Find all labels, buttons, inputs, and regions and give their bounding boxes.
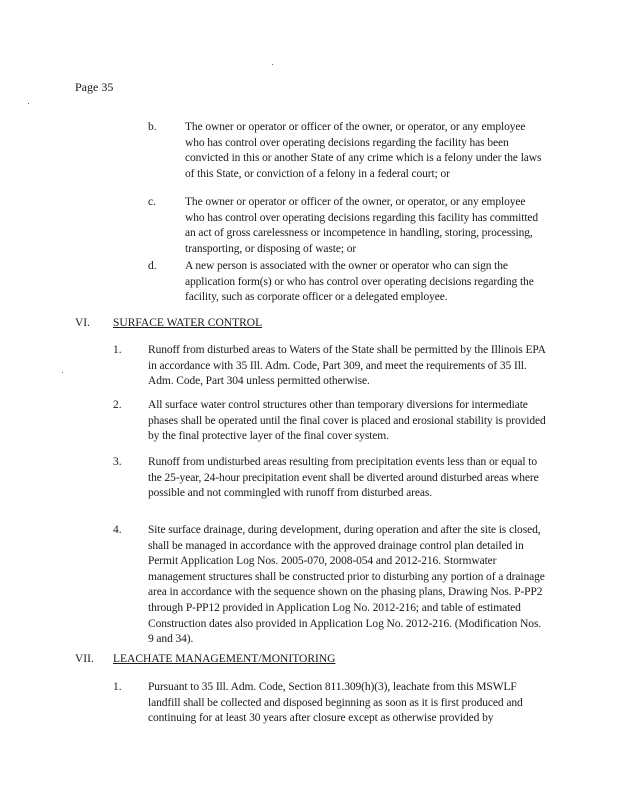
- vi-item-2-label: 2.: [113, 399, 122, 411]
- section-vi-title: SURFACE WATER CONTROL: [113, 317, 263, 329]
- scan-speck: [62, 372, 63, 373]
- vi-item-4-text: Site surface drainage, during development, during operation and after the site is closed, shall be managed in accordance with the approved drainage control plan detailed in Permit Application Log Nos. 2005-070, 2008-054 and 2012-216. Stormwater management structures shall be constructed prior to disturbing any portion of a drainage area in accordance with the sequence shown on the phasing plans, Drawing Nos. P-PP2 through P-PP12 provided in Application Log No. 2012-216; and table of estimated Construction dates also provided in Application Log No. 2012-216. (Modification Nos. 9 and 34).: [148, 524, 545, 646]
- subitem-label-d: d.: [148, 260, 157, 272]
- section-vi-heading: [75, 316, 375, 332]
- subitem-b-text: The owner or operator or officer of the owner, or operator, or any employee who has control over operating decisions regarding the facility has been convicted in this or another State of any crime which is a felony under the laws of this State, or conviction of a felony in a federal court; or: [185, 121, 542, 180]
- section-vii-heading: [75, 652, 395, 668]
- vi-item-1-text: Runoff from disturbed areas to Waters of the State shall be permitted by the Illinois EPA in accordance with 35 Ill. Adm. Code, Part 309, and meet the requirements of 35 Ill. Adm. Code, Part 304 unless permitted otherwise.: [148, 344, 546, 388]
- section-vii-number: VII.: [75, 653, 94, 665]
- subitem-d-text: A new person is associated with the owner or operator who can sign the application form(s) or who has control over operating decisions regarding the facility, such as corporate officer or a delegated employee.: [185, 260, 534, 304]
- page-number: Page 35: [75, 80, 114, 94]
- vi-item-4-label: 4.: [113, 524, 122, 536]
- vi-item-3-label: 3.: [113, 456, 122, 468]
- subitem-label-c: c.: [148, 196, 156, 208]
- vi-item-2-text: All surface water control structures other than temporary diversions for intermediate phases shall be operated until the final cover is placed and erosional stability is provided by the final protective layer of the final cover system.: [148, 399, 546, 443]
- scan-speck: [272, 64, 273, 65]
- scan-speck: [28, 103, 29, 104]
- subitem-c-text: The owner or operator or officer of the owner, or operator, or any employee who has control over operating decisions regarding this facility has committed an act of gross carelessness or incompetence in handling, storing, processing, transporting, or disposing of waste; or: [185, 196, 539, 255]
- vi-item-3-text: Runoff from undisturbed areas resulting from precipitation events less than or equal to the 25-year, 24-hour precipitation event shall be diverted around disturbed areas where possible and not commingled with runoff from disturbed areas.: [148, 456, 539, 500]
- section-vi-number: VI.: [75, 317, 91, 329]
- section-vii-title: LEACHATE MANAGEMENT/MONITORING: [113, 653, 336, 665]
- vi-item-1-label: 1.: [113, 344, 122, 356]
- vii-item-1-text: Pursuant to 35 Ill. Adm. Code, Section 811.309(h)(3), leachate from this MSWLF landfill shall be collected and disposed beginning as soon as it is first produced and continuing for at least 30 years after closure except as otherwise provided by: [148, 681, 523, 725]
- subitem-label-b: b.: [148, 121, 157, 133]
- vii-item-1-label: 1.: [113, 681, 122, 693]
